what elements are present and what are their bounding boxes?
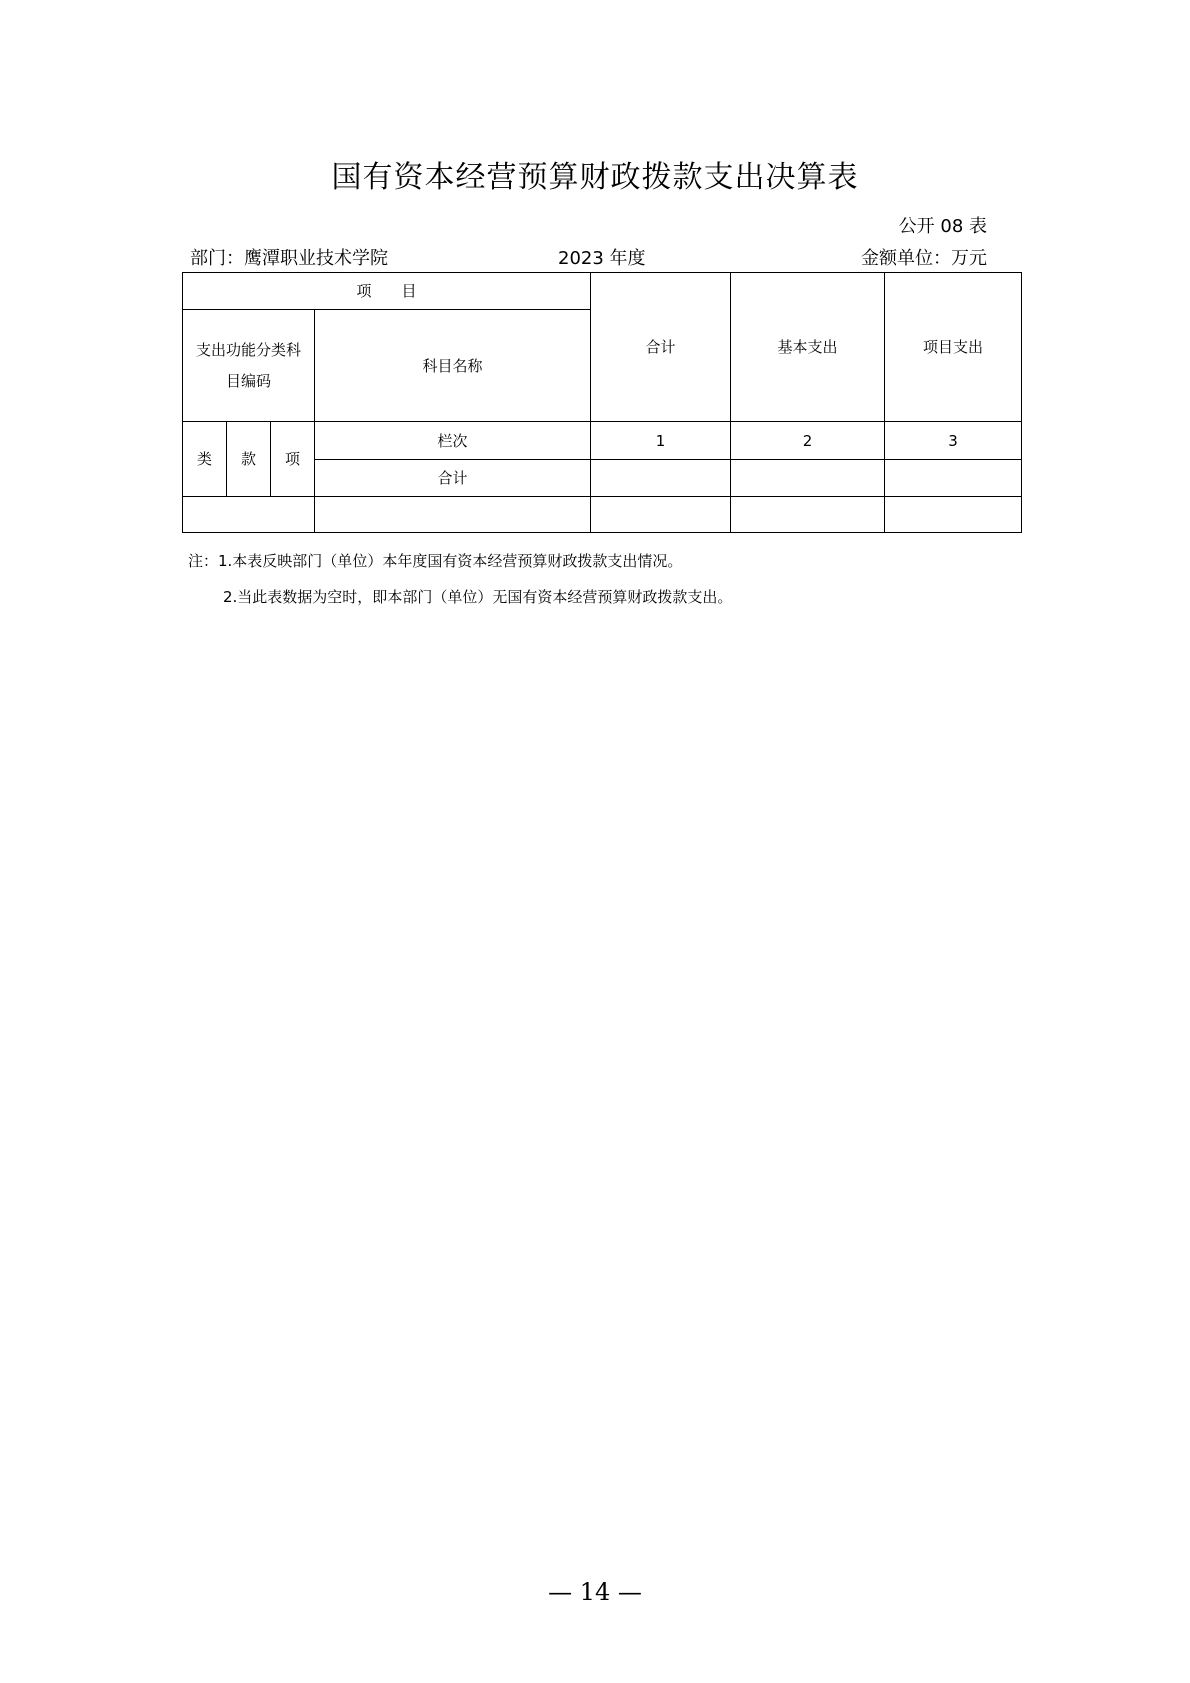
total-label: 合计 [315, 460, 591, 497]
empty-total-cell [591, 497, 731, 533]
item-header: 项 [271, 422, 315, 497]
column-basic-expenditure: 基本支出 [731, 273, 885, 422]
column-project-expenditure: 项目支出 [885, 273, 1022, 422]
page-number: — 14 — [548, 1578, 642, 1606]
class-header: 类 [183, 422, 227, 497]
function-code-header [183, 310, 315, 422]
expenditure-table [182, 272, 1022, 533]
document-title: 国有资本经营预算财政拨款支出决算表 [331, 160, 859, 195]
column-total: 合计 [591, 273, 731, 422]
header-item: 项 目 [183, 273, 591, 310]
empty-project-cell [885, 497, 1022, 533]
function-code-label: 支出功能分类科目编码 [195, 340, 301, 390]
empty-data-row [183, 497, 1022, 533]
note-line-2: 2.当此表数据为空时，即本部门（单位）无国有资本经营预算财政拨款支出。 [223, 588, 733, 606]
form-number: 公开 08 表 [898, 216, 987, 237]
sequence-1: 1 [591, 422, 731, 460]
fiscal-year: 2023 年度 [558, 248, 646, 269]
note-line-1: 注：1.本表反映部门（单位）本年度国有资本经营预算财政拨款支出情况。 [188, 552, 683, 570]
amount-unit: 金额单位：万元 [861, 248, 987, 269]
total-basic-cell [731, 460, 885, 497]
empty-code-cell [183, 497, 315, 533]
subject-name-header: 科目名称 [315, 310, 591, 422]
sequence-row [183, 422, 1022, 460]
sequence-2: 2 [731, 422, 885, 460]
department-label: 部门：鹰潭职业技术学院 [190, 248, 388, 269]
empty-name-cell [315, 497, 591, 533]
table-notes [188, 543, 732, 615]
table-header-row [183, 273, 1022, 310]
sequence-3: 3 [885, 422, 1022, 460]
sequence-label: 栏次 [315, 422, 591, 460]
total-project-cell [885, 460, 1022, 497]
section-header: 款 [227, 422, 271, 497]
empty-basic-cell [731, 497, 885, 533]
total-value-cell [591, 460, 731, 497]
